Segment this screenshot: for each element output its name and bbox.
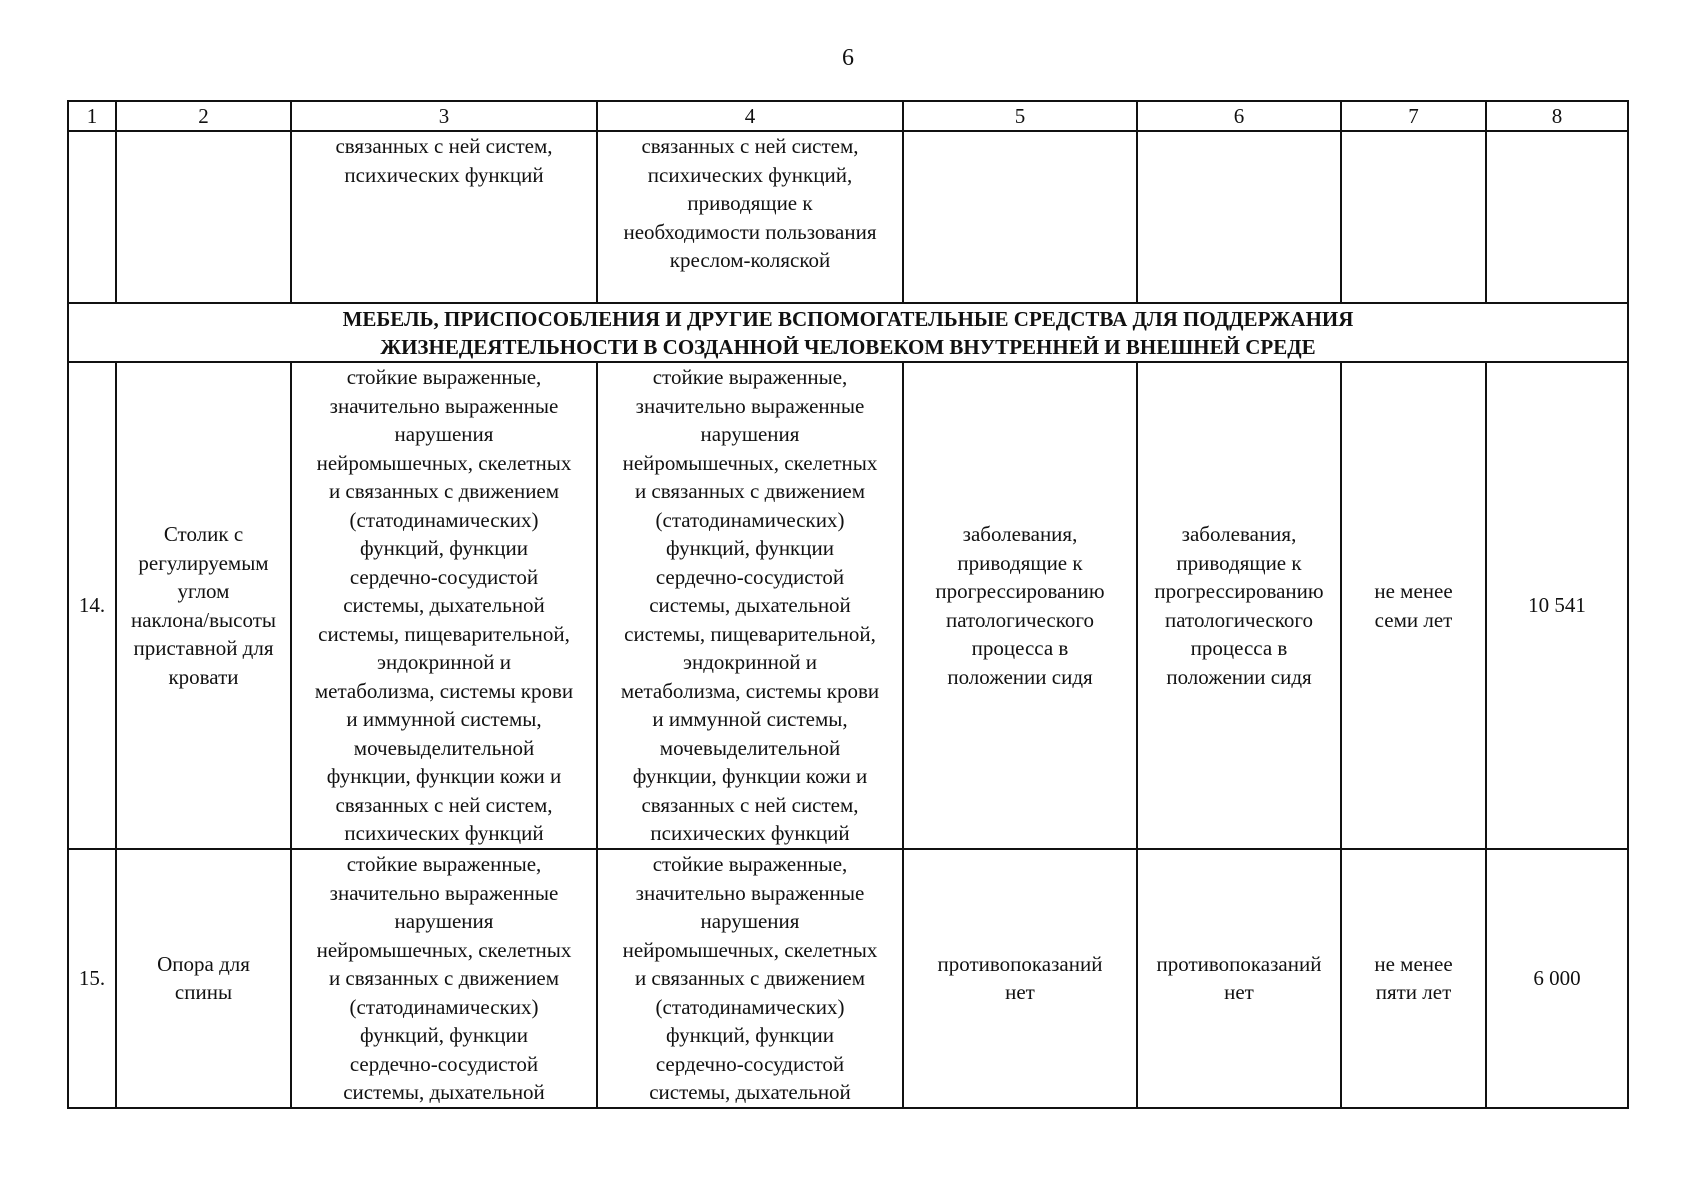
row-number: 15. [68, 849, 116, 1108]
products-table [67, 100, 1629, 1109]
column-number-header [68, 101, 1628, 131]
continuation-cell-5 [903, 131, 1137, 303]
header-cell-5: 5 [903, 101, 1137, 131]
header-cell-7: 7 [1341, 101, 1486, 131]
continuation-cell-4: связанных с ней систем, психических функций, приводящие к необходимости пользования креслом-коляской [597, 131, 903, 303]
continuation-cell-8 [1486, 131, 1628, 303]
product-name: Столик с регулируемым углом наклона/высоты приставной для кровати [116, 362, 291, 849]
table-row [68, 849, 1628, 1108]
table-row [68, 362, 1628, 849]
contraindications-cell: заболевания, приводящие к прогрессированию патологического процесса в положении сидя [1137, 362, 1341, 849]
indications-cell: стойкие выраженные, значительно выраженные нарушения нейромышечных, скелетных и связанных с движением (статодинамических) функций, функции сердечно-сосудистой системы, дыхательной [291, 849, 597, 1108]
price-cell: 6 000 [1486, 849, 1628, 1108]
header-cell-6: 6 [1137, 101, 1341, 131]
header-cell-8: 8 [1486, 101, 1628, 131]
continuation-cell-7 [1341, 131, 1486, 303]
continuation-cell-6 [1137, 131, 1341, 303]
page-number: 6 [842, 45, 854, 71]
price-cell: 10 541 [1486, 362, 1628, 849]
header-cell-4: 4 [597, 101, 903, 131]
header-cell-1: 1 [68, 101, 116, 131]
continuation-cell-1 [68, 131, 116, 303]
indications-cell: стойкие выраженные, значительно выраженные нарушения нейромышечных, скелетных и связанных с движением (статодинамических) функций, функции сердечно-сосудистой системы, дыхательной [597, 849, 903, 1108]
header-cell-3: 3 [291, 101, 597, 131]
contraindications-cell: заболевания, приводящие к прогрессированию патологического процесса в положении сидя [903, 362, 1137, 849]
section-title: МЕБЕЛЬ, ПРИСПОСОБЛЕНИЯ И ДРУГИЕ ВСПОМОГАТЕЛЬНЫЕ СРЕДСТВА ДЛЯ ПОДДЕРЖАНИЯ ЖИЗНЕДЕЯТЕЛЬНОСТИ В СОЗДАННОЙ ЧЕЛОВЕКОМ ВНУТРЕННЕЙ И ВНЕШНЕЙ СРЕДЕ [68, 303, 1628, 362]
continuation-row [68, 131, 1628, 303]
service-life-cell: не менее семи лет [1341, 362, 1486, 849]
header-cell-2: 2 [116, 101, 291, 131]
continuation-cell-3: связанных с ней систем, психических функций [291, 131, 597, 303]
contraindications-cell: противопоказаний нет [903, 849, 1137, 1108]
service-life-cell: не менее пяти лет [1341, 849, 1486, 1108]
contraindications-cell: противопоказаний нет [1137, 849, 1341, 1108]
continuation-cell-2 [116, 131, 291, 303]
indications-cell: стойкие выраженные, значительно выраженные нарушения нейромышечных, скелетных и связанных с движением (статодинамических) функций, функции сердечно-сосудистой системы, дыхательной системы, пищеварительной, эндокринной и метаболизма, системы крови и иммунной системы, мочевыделительной функции, функции кожи и связанных с ней систем, психических функций [291, 362, 597, 849]
product-name: Опора для спины [116, 849, 291, 1108]
section-heading-row [68, 303, 1628, 362]
row-number: 14. [68, 362, 116, 849]
indications-cell: стойкие выраженные, значительно выраженные нарушения нейромышечных, скелетных и связанных с движением (статодинамических) функций, функции сердечно-сосудистой системы, дыхательной системы, пищеварительной, эндокринной и метаболизма, системы крови и иммунной системы, мочевыделительной функции, функции кожи и связанных с ней систем, психических функций [597, 362, 903, 849]
